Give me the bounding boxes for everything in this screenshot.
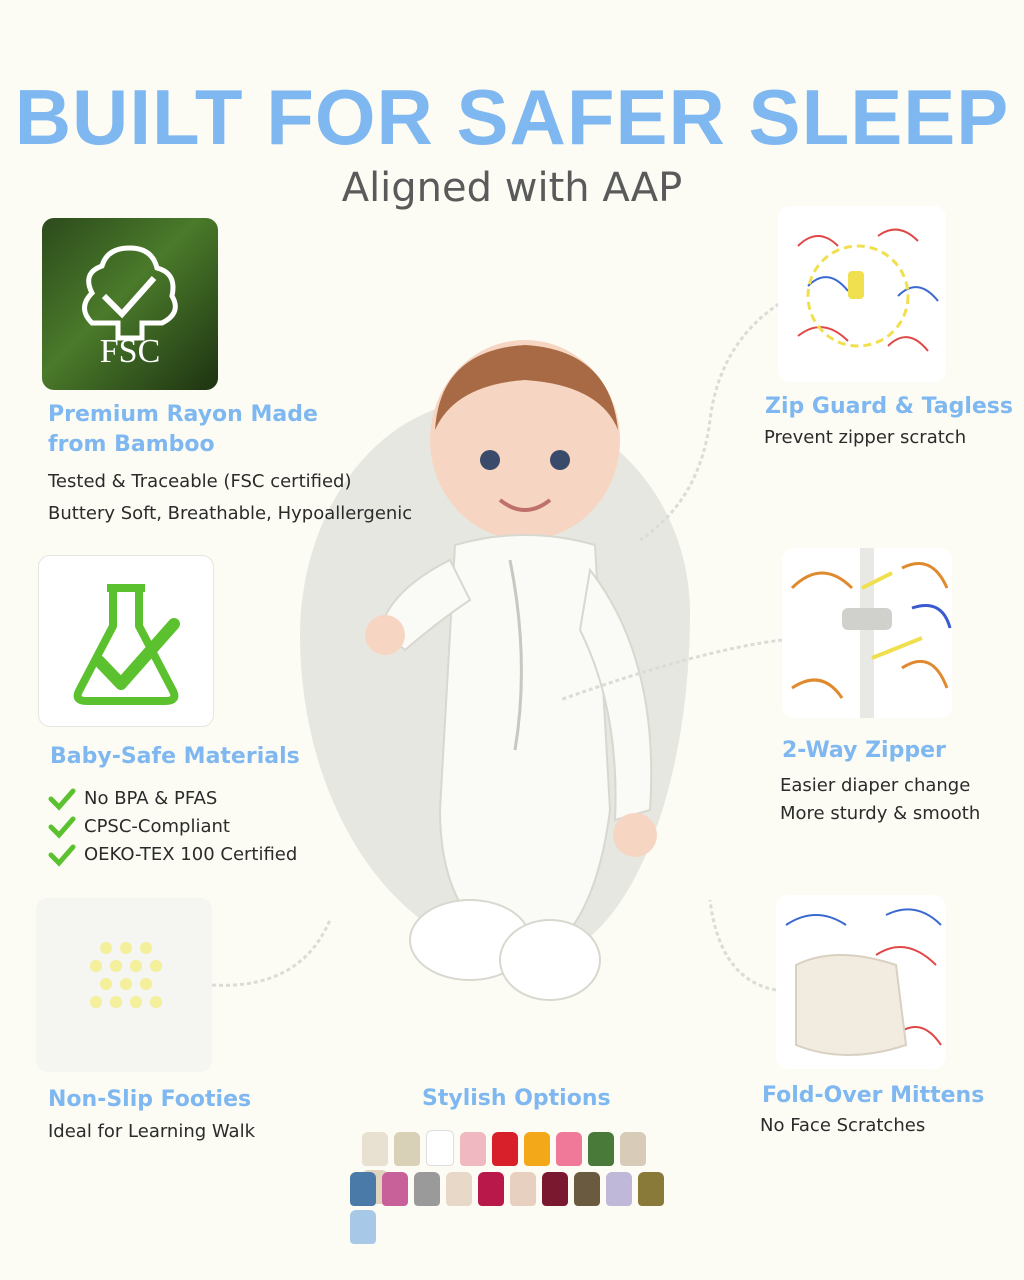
color-swatch [478, 1172, 504, 1206]
color-swatch [638, 1172, 664, 1206]
fsc-logo-text: FSC [99, 333, 161, 370]
color-swatch [460, 1132, 486, 1166]
page-title: BUILT FOR SAFER SLEEP [14, 73, 1010, 161]
color-swatch [556, 1132, 582, 1166]
zipguard-heading: Zip Guard & Tagless [765, 394, 1013, 419]
footies-heading: Non-Slip Footies [48, 1087, 252, 1112]
rayon-line2: Buttery Soft, Breathable, Hypoallergenic [48, 503, 413, 524]
materials-item: No BPA & PFAS [48, 785, 297, 813]
rayon-heading-line2: from Bamboo [48, 432, 215, 457]
color-swatch [350, 1210, 376, 1244]
rayon-heading-line1: Premium Rayon Made [48, 402, 318, 427]
zipper-line2: More sturdy & smooth [780, 803, 981, 824]
color-swatch [510, 1172, 536, 1206]
mittens-heading: Fold-Over Mittens [762, 1083, 985, 1108]
color-swatch [492, 1132, 518, 1166]
color-swatch [414, 1172, 440, 1206]
color-swatch [382, 1172, 408, 1206]
fsc-logo-card [42, 218, 218, 390]
color-swatch [588, 1132, 614, 1166]
materials-list [48, 785, 297, 869]
rayon-line1: Tested & Traceable (FSC certified) [48, 471, 352, 492]
zip-guard-icon [778, 206, 946, 382]
check-icon [48, 815, 76, 839]
flask-check-icon [39, 556, 213, 726]
mitten-icon [776, 895, 946, 1069]
stylish-heading: Stylish Options [422, 1086, 611, 1111]
color-swatch [524, 1132, 550, 1166]
materials-heading: Baby-Safe Materials [50, 744, 300, 769]
color-swatch [350, 1172, 376, 1206]
zip-guard-photo [778, 206, 946, 382]
color-swatch [606, 1172, 632, 1206]
color-swatch [426, 1130, 454, 1166]
zipper-heading: 2-Way Zipper [782, 738, 946, 763]
color-swatch [542, 1172, 568, 1206]
flask-card [38, 555, 214, 727]
materials-item: OEKO-TEX 100 Certified [48, 841, 297, 869]
mittens-photo [776, 895, 946, 1069]
footies-line1: Ideal for Learning Walk [48, 1121, 255, 1142]
color-swatch [362, 1132, 388, 1166]
materials-item: CPSC-Compliant [48, 813, 297, 841]
color-swatch [620, 1132, 646, 1166]
page-subtitle: Aligned with AAP [341, 165, 683, 211]
footies-photo [36, 898, 212, 1072]
zipper-line1: Easier diaper change [780, 775, 971, 796]
two-way-zipper-photo [782, 548, 952, 718]
check-icon [48, 843, 76, 867]
color-swatch [446, 1172, 472, 1206]
zipper-icon [782, 548, 952, 718]
mittens-line1: No Face Scratches [760, 1115, 926, 1136]
zipguard-line1: Prevent zipper scratch [764, 427, 967, 448]
grip-dots-icon [36, 898, 212, 1072]
color-swatch [394, 1132, 420, 1166]
check-icon [48, 787, 76, 811]
swatch-row-2 [350, 1172, 690, 1248]
color-swatch [574, 1172, 600, 1206]
